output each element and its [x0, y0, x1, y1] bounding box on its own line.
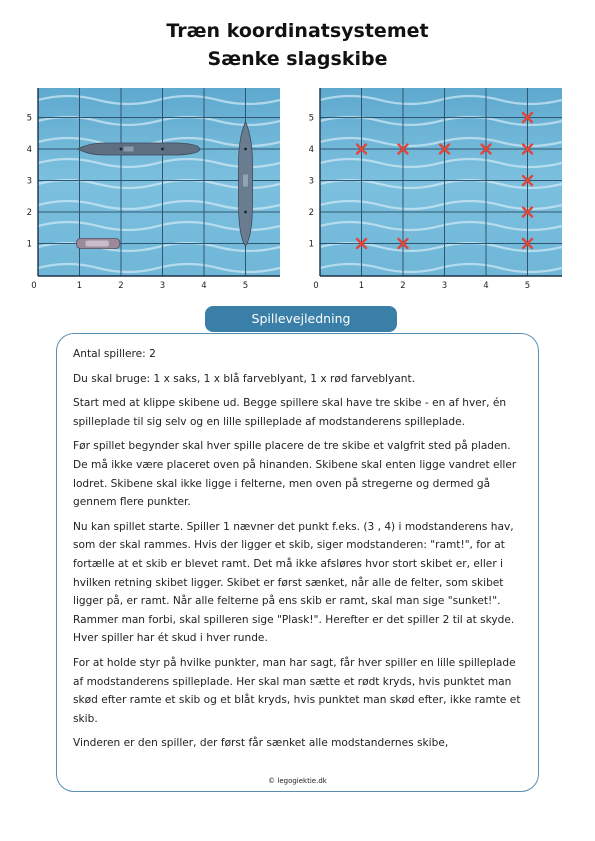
instruction-paragraph: Start med at klippe skibene ud. Begge spillere skal have tre skibe - en af hver, én spilleplade til sig selv og en lille spilleplade af modstanderens spilleplade. [73, 397, 507, 428]
ship-hull [78, 143, 200, 155]
x-tick-label: 3 [441, 281, 448, 291]
opponent-tracking-board [308, 88, 570, 291]
ship-point [120, 148, 123, 151]
long-ship [78, 143, 200, 155]
page-title-line1: Træn koordinatsystemet [166, 20, 429, 42]
y-tick-label: 5 [26, 113, 32, 124]
instruction-paragraph: Før spillet begynder skal hver spille placere de tre skibe et valgfrit sted på pladen. De må ikke være placeret oven på hinanden. Skibene skal enten ligge vandret eller lodret. Skibene skal ikke ligge i felterne, men oven på stregerne og dermed gå gennem flere punkter. [73, 440, 517, 509]
instructions-text [73, 345, 528, 759]
credit-text: © legogiektie.dk [268, 777, 327, 785]
y-tick-label: 1 [308, 239, 314, 250]
y-tick-label: 4 [308, 145, 314, 155]
small-ship [77, 239, 120, 249]
opponent-tracking-board-grid-svg [308, 88, 570, 291]
x-tick-label: 2 [118, 281, 124, 291]
ship-point [244, 211, 247, 214]
instruction-paragraph: Du skal bruge: 1 x saks, 1 x blå farveblyant, 1 x rød farveblyant. [73, 372, 415, 385]
y-tick-label: 2 [308, 208, 314, 218]
x-tick-label: 2 [400, 281, 406, 291]
x-tick-label: 5 [242, 281, 249, 291]
x-tick-label: 0 [313, 281, 319, 291]
x-tick-label: 0 [31, 281, 37, 291]
instructions-tab: Spillevejledning [205, 306, 397, 332]
y-tick-label: 4 [26, 145, 32, 155]
y-tick-label: 2 [26, 208, 32, 218]
page-title-line2: Sænke slagskibe [207, 48, 388, 70]
instruction-paragraph: Vinderen er den spiller, der først får sænket alle modstandernes skibe, [73, 737, 449, 750]
player-board-grid-svg [26, 88, 288, 291]
y-tick-label: 3 [26, 176, 32, 187]
y-tick-label: 3 [308, 176, 314, 187]
instruction-paragraph: Nu kan spillet starte. Spiller 1 nævner det punkt f.eks. (3 , 4) i modstanderens hav, som der skal rammes. Hvis der ligger et skib, siger modstanderen: "ramt!", for at fortælle at et skib er blevet ramt. Det må ikke afsløres hvor stort skibet er, eller i hvilken retning skibet ligger. Skibet er først sænket, når alle de felter, som skibet ligger på, er ramt. Når alle felterne på ens skib er ramt, skal man sige "sunket!". Rammer man forbi, skal spilleren sige "Plask!". Herefter er det spiller 2 til at skyde. Hver spiller har ét skud i hver runde. [73, 520, 515, 645]
x-tick-label: 4 [201, 281, 207, 291]
ship-point [244, 148, 247, 151]
x-tick-label: 5 [524, 281, 531, 291]
instruction-paragraph: For at holde styr på hvilke punkter, man har sagt, får hver spiller en lille spilleplade af modstanderens spilleplade. Her skal man sætte et rødt kryds, hvis punktet man skød efter ramte et skib og et blåt kryds, hvis punktet man skød efter, ikke ramte et skib. [73, 656, 521, 725]
player-board [26, 88, 288, 291]
vertical-ship [239, 122, 253, 247]
instruction-paragraph: Antal spillere: 2 [73, 348, 156, 360]
x-tick-label: 1 [76, 281, 83, 291]
y-tick-label: 5 [308, 113, 314, 124]
x-tick-label: 1 [358, 281, 365, 291]
ship-deck [86, 241, 109, 247]
y-tick-label: 1 [26, 239, 32, 250]
x-tick-label: 3 [159, 281, 166, 291]
ship-bridge [243, 175, 248, 187]
ship-bridge [124, 147, 134, 152]
x-tick-label: 4 [483, 281, 489, 291]
ship-point [161, 148, 164, 151]
